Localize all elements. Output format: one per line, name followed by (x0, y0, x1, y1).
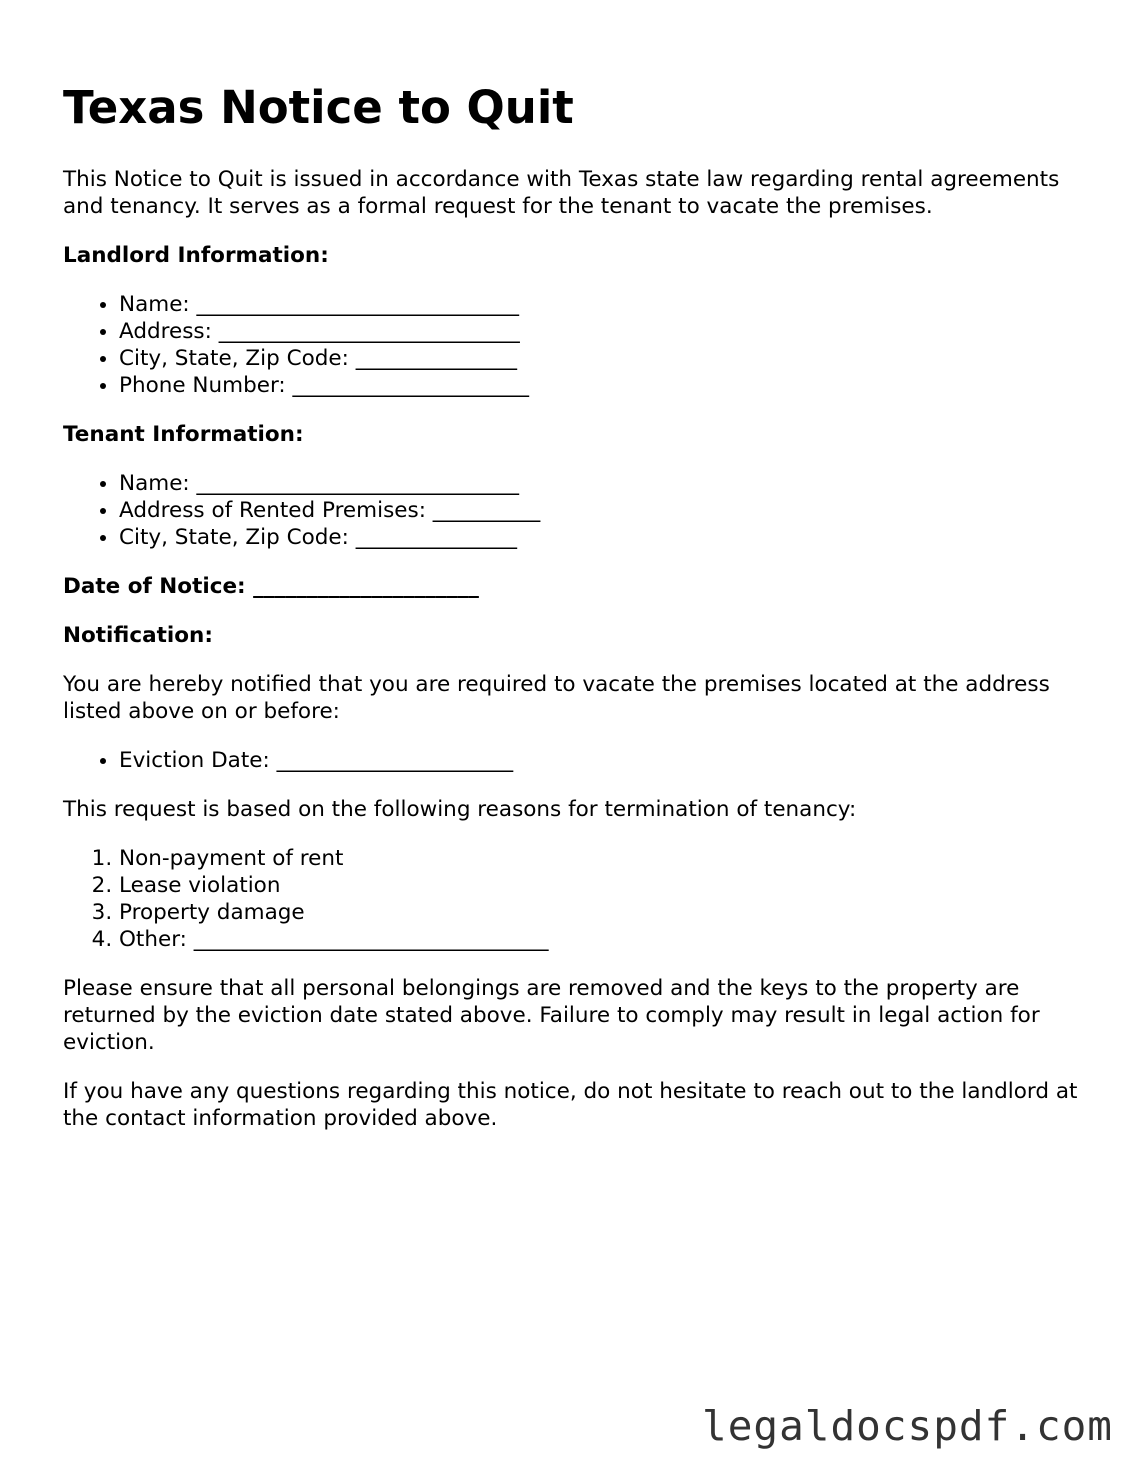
reasons-intro: This request is based on the following reasons for termination of tenancy: (63, 797, 857, 822)
landlord-heading: Landlord Information: (63, 243, 329, 268)
tenant-city-state-zip-field: • City, State, Zip Code: _______________ (119, 524, 1103, 551)
landlord-city-state-zip-field: • City, State, Zip Code: _______________ (119, 345, 1103, 372)
tenant-name-field: • Name: ______________________________ (119, 470, 1103, 497)
tenant-premises-address-field: • Address of Rented Premises: __________ (119, 497, 1103, 524)
landlord-list (63, 291, 1103, 399)
landlord-address-field: • Address: ____________________________ (119, 318, 1103, 345)
document-body (63, 166, 1103, 1154)
notification-paragraph: You are hereby notified that you are required to vacate the premises located at the address listed above on or before: (63, 672, 1050, 724)
reason-item: 3. Property damage (119, 899, 1103, 926)
eviction-date-field: • Eviction Date: ______________________ (119, 747, 1103, 774)
reason-other-field: 4. Other: _________________________________ (119, 926, 1103, 953)
reason-item: 1. Non-payment of rent (119, 845, 1103, 872)
watermark-text: legaldocspdf.com (702, 1402, 1113, 1450)
tenant-heading: Tenant Information: (63, 422, 304, 447)
landlord-phone-field: • Phone Number: ______________________ (119, 372, 1103, 399)
reason-item: 2. Lease violation (119, 872, 1103, 899)
notification-heading: Notification: (63, 623, 213, 648)
eviction-list (63, 747, 1103, 774)
tenant-list (63, 470, 1103, 551)
landlord-name-field: • Name: ______________________________ (119, 291, 1103, 318)
page-title: Texas Notice to Quit (63, 81, 574, 134)
intro-paragraph: This Notice to Quit is issued in accordance with Texas state law regarding rental agreements and tenancy. It serves as a formal request for the tenant to vacate the premises. (63, 167, 1060, 219)
date-of-notice-field: Date of Notice: _____________________ (63, 574, 479, 599)
closing-paragraph: Please ensure that all personal belongings are removed and the keys to the property are returned by the eviction date stated above. Failure to comply may result in legal action for eviction. (63, 976, 1040, 1055)
contact-paragraph: If you have any questions regarding this notice, do not hesitate to reach out to the landlord at the contact information provided above. (63, 1079, 1078, 1131)
reasons-list (63, 845, 1103, 953)
